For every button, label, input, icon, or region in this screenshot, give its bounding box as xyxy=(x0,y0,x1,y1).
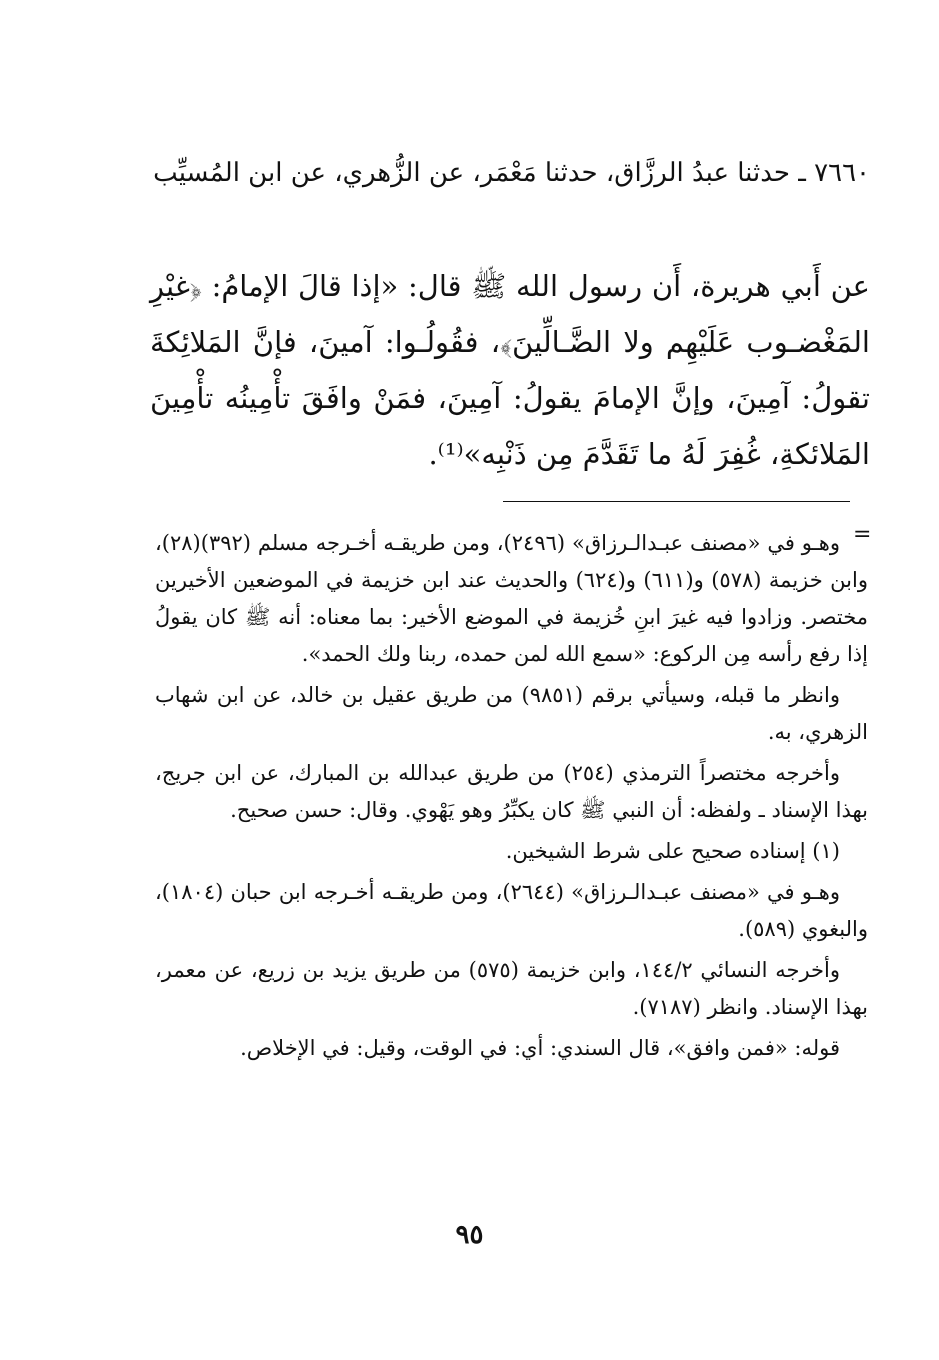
page-number: ٩٥ xyxy=(455,1220,484,1250)
footnote-paragraph: وهـو في «مصنف عبـدالـرزاق» (٢٤٩٦)، ومن طريقـه أخـرجه مسلم (٣٩٢)(٢٨)، وابن خزيمة (٥٧٨) و(٦١١) و(٦٢٤) والحديث عند ابن خزيمة في الموضعين الأخيرين مختصر. وزادوا فيه غيرَ ابنِ خُزيمة في الموضع الأخير: بما معناه: أنه ﷺ كان يقولُ إذا رفع رأسه مِن الركوع: «سمع الله لمن حمده، ربنا ولك الحمد». xyxy=(155,531,868,666)
footnote-paragraph: وأخرجه النسائي ١٤٤/٢، وابن خزيمة (٥٧٥) من طريق يزيد بن زريع، عن معمر، بهذا الإسناد. وانظر (٧١٨٧). xyxy=(155,958,868,1019)
hadith-isnad: ٧٦٦٠ ـ حدثنا عبدُ الرزَّاق، حدثنا مَعْمَر، عن الزُّهري، عن ابن المُسيِّب xyxy=(153,158,870,188)
footnote-paragraph: وانظر ما قبله، وسيأتي برقم (٩٨٥١) من طريق عقيل بن خالد، عن ابن شهاب الزهري، به. xyxy=(155,683,868,744)
hadith-matn: عن أَبي هريرة، أَن رسول الله ﷺ قال: «إذا قالَ الإمامُ: ﴿غيْرِ المَغْضـوب عَلَيْهِم ولا الضَّـالِّينَ﴾، فقُولُـوا: آمينَ، فإنَّ المَلائِكةَ تقولُ: آمِينَ، وإنَّ الإمامَ يقولُ: آمِينَ، فمَنْ وافَقَ تأْمِينُه تأْمِينَ المَلائكةِ، غُفِرَ لَهُ ما تَقَدَّمَ مِن ذَنْبِه»⁽¹⁾. xyxy=(150,269,870,471)
footnote-continuation-mark: = xyxy=(853,522,872,547)
footnote-1: (١) إسناده صحيح على شرط الشيخين. xyxy=(505,839,840,863)
footnote-separator xyxy=(503,501,850,502)
footnote-paragraph: وأخرجه مختصراً الترمذي (٢٥٤) من طريق عبدالله بن المبارك، عن ابن جريج، بهذا الإسناد ـ ولفظه: أن النبي ﷺ كان يكبِّرُ وهو يَهْوي. وقال: حسن صحيح. xyxy=(155,761,868,822)
footnote-paragraph: وهـو في «مصنف عبـدالـرزاق» (٢٦٤٤)، ومن طريقـه أخـرجه ابن حبان (١٨٠٤)، والبغوي (٥٨٩). xyxy=(155,880,868,941)
footnote-paragraph: قوله: «فمن وافق»، قال السندي: أي: في الوقت، وقيل: في الإخلاص. xyxy=(240,1036,840,1060)
footnotes-section xyxy=(155,525,868,1071)
